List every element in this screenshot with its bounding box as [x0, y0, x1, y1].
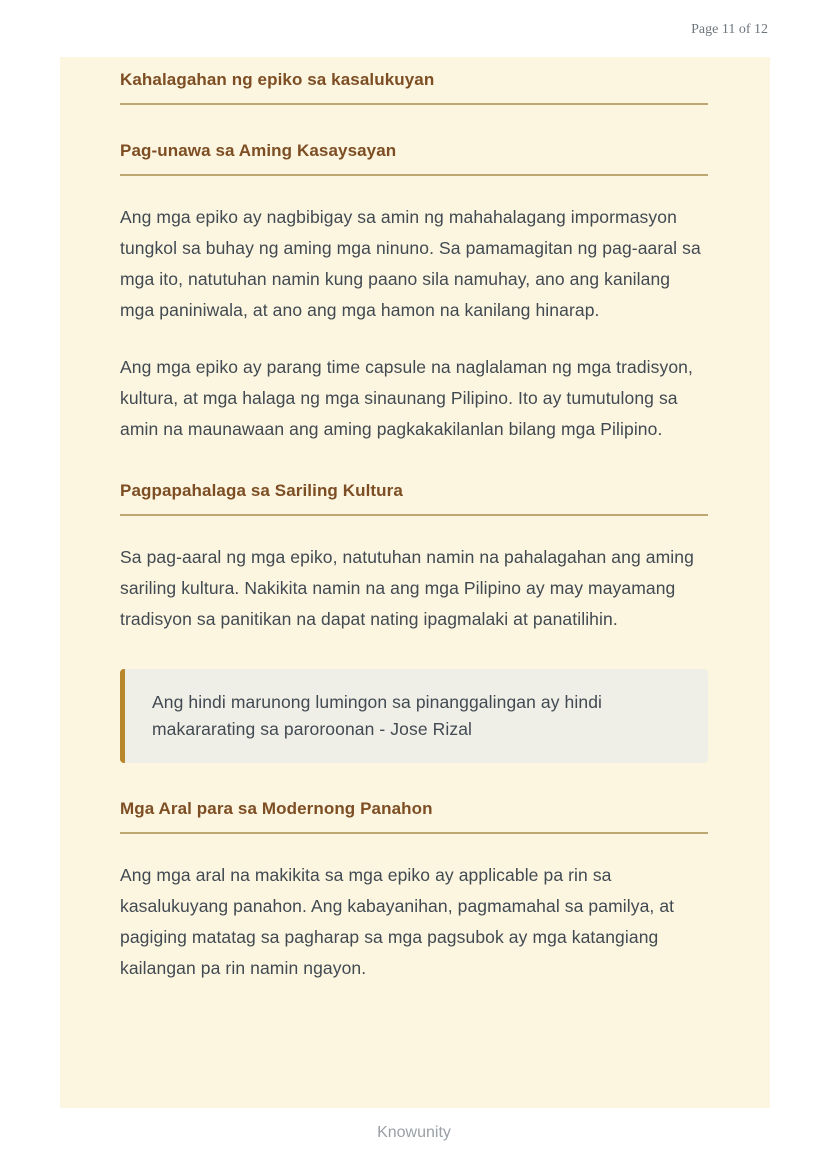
page-footer	[0, 1124, 828, 1142]
paragraph-impormasyon-ninuno: Ang mga epiko ay nagbibigay sa amin ng mahahalagang impormasyon tungkol sa buhay ng aming mga ninuno. Sa pamamagitan ng pag-aaral sa mga ito, natutuhan namin kung paano sila namuhay, ano ang kanilang mga paniniwala, at ano ang mga hamon na kanilang hinarap.	[120, 207, 701, 320]
heading-kahalagahan-ng-epiko: Kahalagahan ng epiko sa kasalukuyan	[120, 69, 708, 105]
document-sheet	[60, 57, 770, 1108]
paragraph-sariling-kultura: Sa pag-aaral ng mga epiko, natutuhan namin na pahalagahan ang aming sariling kultura. Nakikita namin na ang mga Pilipino ay may mayamang tradisyon sa panitikan na dapat nating ipagmalaki at panatilihin.	[120, 547, 694, 629]
paragraph-time-capsule: Ang mga epiko ay parang time capsule na naglalaman ng mga tradisyon, kultura, at mga halaga ng mga sinaunang Pilipino. Ito ay tumutulong sa amin na maunawaan ang aming pagkakakilanlan bilang mga Pilipino.	[120, 357, 693, 439]
page-indicator: Page 11 of 12	[691, 22, 768, 37]
footer-brand: Knowunity	[377, 1124, 451, 1141]
heading-mga-aral-modernong-panahon: Mga Aral para sa Modernong Panahon	[120, 798, 708, 834]
quote-text: Ang hindi marunong lumingon sa pinanggalingan ay hindi makararating sa paroroonan - Jose Rizal	[152, 692, 603, 739]
page-header	[691, 20, 768, 38]
heading-pag-unawa-sa-aming-kasaysayan: Pag-unawa sa Aming Kasaysayan	[120, 140, 708, 176]
heading-pagpapahalaga-sa-sariling-kultura: Pagpapahalaga sa Sariling Kultura	[120, 480, 708, 516]
quote-block-jose-rizal	[120, 669, 708, 763]
paragraph-aral-applicable: Ang mga aral na makikita sa mga epiko ay applicable pa rin sa kasalukuyang panahon. Ang kabayanihan, pagmamahal sa pamilya, at pagiging matatag sa pagharap sa mga pagsubok ay mga katangiang kailangan pa rin namin ngayon.	[120, 865, 675, 978]
